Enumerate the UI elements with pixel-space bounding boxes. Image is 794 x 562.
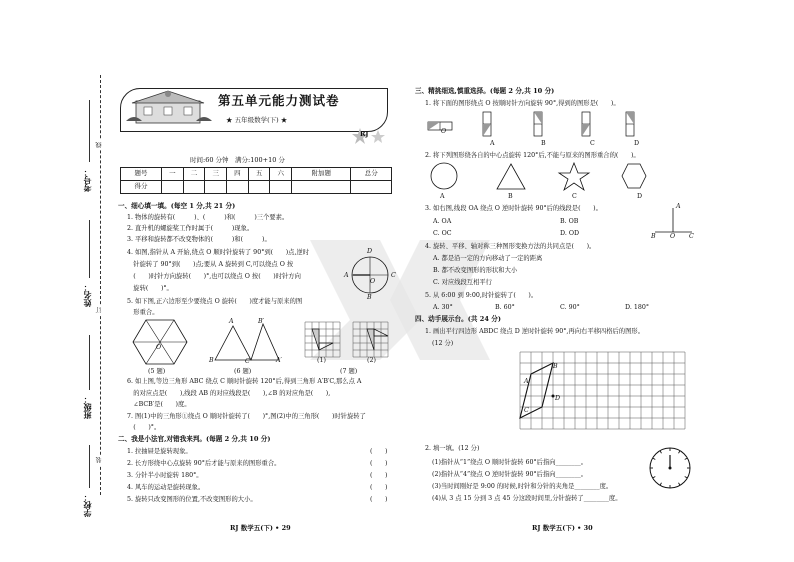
grid-label-2: (2) (367, 357, 376, 364)
q2-opt-c[interactable]: C (572, 193, 577, 200)
judge-answer[interactable]: ( ) (370, 496, 388, 503)
seal-text-seal: 装 (96, 457, 103, 463)
question-line: 5. 如下图,正六边形至少要绕点 O 旋转( )度才能与原来的图 (127, 298, 303, 305)
question-line: (12 分) (432, 340, 454, 347)
score-cell: 题号 (121, 168, 162, 181)
q1-opt-a[interactable]: A (490, 140, 495, 147)
judge-item: 3. 分针半小时旋转 180°。 (127, 472, 203, 479)
score-cell: 二 (183, 168, 205, 181)
seal-text-line: 线 (96, 142, 103, 148)
caption-5: (5 题) (148, 368, 166, 375)
section-4-title: 四、动手展示台。(共 24 分) (415, 315, 501, 323)
seal-text-bind: 订 (96, 307, 103, 313)
fig-label-b: B (367, 294, 372, 301)
fig-label-d: D (367, 248, 373, 255)
question-line: 旋转( )°。 (127, 285, 173, 292)
q2-opt-b[interactable]: B (508, 193, 513, 200)
score-input[interactable] (248, 181, 270, 194)
q2-shapes-figure (428, 162, 658, 192)
question-line: 2. 填一填。(12 分) (425, 445, 480, 452)
star-decoration (352, 128, 392, 144)
question-line: 2. 直升机的螺旋桨工作时属于( )现象。 (127, 225, 254, 232)
fill-line: (3)当时间刚好是 9:00 的时候,时针和分针的夹角是________度。 (432, 483, 613, 490)
score-input[interactable] (205, 181, 227, 194)
class-field[interactable] (89, 335, 90, 390)
caption-7: (7 题) (340, 368, 358, 375)
fig-label-o: O (370, 278, 376, 285)
score-cell: 得分 (121, 181, 162, 194)
question-line: 3. 平移和旋转都不改变物体的( )和( )。 (127, 236, 271, 243)
question-line: 4. 旋转、平移、轴对称三种图形变换方法的共同点是( )。 (425, 243, 596, 250)
q3-label-a: A (676, 203, 681, 210)
judge-answer[interactable]: ( ) (370, 460, 388, 467)
score-input[interactable] (270, 181, 292, 194)
binding-strip (0, 0, 105, 562)
tri-label-c: C (245, 358, 250, 365)
tri-label-ap: A′ (276, 357, 282, 364)
q3-label-c: C (689, 233, 694, 240)
judge-item: 2. 长方形绕中心点旋转 90°后才能与原来的图形重合。 (127, 460, 281, 467)
class-label: 班级： (82, 395, 92, 419)
edition-badge: RJ (360, 130, 369, 138)
grid-label-a: A (524, 378, 529, 385)
judge-item: 1. 拉抽屉是旋转现象。 (127, 448, 192, 455)
q1-opt-d[interactable]: D (634, 140, 640, 147)
q1-opt-b[interactable]: B (541, 140, 546, 147)
judge-answer[interactable]: ( ) (370, 472, 388, 479)
section-2-title: 二、我是小法官,对错我来判。(每题 2 分,共 10 分) (118, 435, 271, 443)
question-line: ( )时针方向旋转( )°,也可以绕点 O 按( )时针方向 (127, 273, 301, 280)
page-footer-right: RJ 数学五(下) • 30 (532, 524, 593, 532)
q5-opt-a[interactable]: A. 30° (433, 304, 453, 311)
tri-label-a: A (229, 318, 234, 325)
question-line: 7. 图(1)中的三角形①绕点 O 顺时针旋转了( )°,图(2)中的三角形( )时针旋转了 (127, 413, 366, 420)
school-illustration (124, 91, 214, 127)
question-line: 的对应点是( ),线段 AB 的对应线段是( ),∠B 的对应角是( ), (127, 390, 331, 397)
score-cell: 六 (270, 168, 292, 181)
q5-opt-b[interactable]: B. 60° (495, 304, 515, 311)
question-line: ∠BCB′是( )度。 (127, 401, 191, 408)
score-table-score-row (121, 181, 392, 194)
question-line: ( )°。 (127, 424, 161, 431)
circle-figure (345, 250, 395, 300)
score-input[interactable] (162, 181, 184, 194)
drawing-grid[interactable] (520, 352, 700, 436)
question-line: 1. 物体的旋转有( )、( )和( )三个要素。 (127, 214, 289, 221)
grid-label-1: (1) (317, 357, 326, 364)
question-line: 针旋转了 90°到( )点;要从 A 旋转到 C,可以绕点 O 按 (127, 261, 294, 268)
q3-label-b: B (651, 233, 656, 240)
question-line: 3. 如右图,线段 OA 绕点 O 逆时针旋转 90°后的线段是( )。 (425, 205, 602, 212)
fig-label-c: C (391, 272, 396, 279)
triangles-figure (205, 318, 285, 363)
q3-opt-a[interactable]: A. OA (433, 218, 452, 225)
question-line: 5. 从 6:00 到 9:00,时针旋转了( )。 (425, 292, 538, 299)
grid-label-b: B (553, 363, 558, 370)
name-field[interactable] (89, 220, 90, 278)
exam-no-label: 考号： (82, 168, 92, 192)
fill-line: (1)指针从“1”绕点 O 顺时针旋转 60°后指向________。 (432, 459, 588, 466)
exam-no-field[interactable] (89, 100, 90, 162)
score-input[interactable] (227, 181, 249, 194)
score-cell: 三 (205, 168, 227, 181)
section-3-title: 三、精挑细选,慎重选择。(每题 2 分,共 10 分) (415, 87, 555, 95)
rotation-grids-figure (305, 322, 395, 362)
q4-opt-c[interactable]: C. 对应线段互相平行 (433, 279, 492, 286)
fill-line: (2)指针从“4”绕点 O 逆时针旋转 90°后指向________。 (432, 471, 588, 478)
score-cell: 四 (227, 168, 249, 181)
watermark-logo (270, 200, 530, 400)
score-input[interactable] (351, 181, 392, 194)
score-input[interactable] (183, 181, 205, 194)
judge-answer[interactable]: ( ) (370, 484, 388, 491)
q5-opt-d[interactable]: D. 180° (625, 304, 649, 311)
q4-opt-a[interactable]: A. 都是沿一定的方向移动了一定的距离 (433, 255, 543, 262)
question-line: 2. 将下列图形绕各自的中心点旋转 120°后,不能与原来的图形重合的( )。 (425, 152, 640, 159)
grid-label-d: D (555, 395, 561, 402)
question-line: 形重合。 (127, 309, 159, 316)
judge-answer[interactable]: ( ) (370, 448, 388, 455)
tri-label-bp: B′ (258, 318, 265, 325)
q5-opt-c[interactable]: C. 90° (560, 304, 580, 311)
fill-line: (4)从 3 点 15 分到 3 点 45 分这段时间里,分针旋转了________度。 (432, 495, 622, 502)
tri-label-b: B (209, 357, 214, 364)
question-line: 1. 将下面的图形绕点 O 按顺时针方向旋转 90°,得到的图形是( )。 (425, 100, 620, 107)
q2-opt-a[interactable]: A (440, 193, 445, 200)
score-cell: 一 (162, 168, 184, 181)
name-label: 姓名： (82, 283, 92, 307)
exam-info: 时间:60 分钟 满分:100+10 分 (190, 156, 285, 164)
fig-label-a: A (344, 272, 349, 279)
q1-options-figure (428, 110, 648, 142)
q3-label-o: O (670, 233, 676, 240)
question-line: 4. 如图,指针从 A 开始,绕点 O 顺时针旋转了 90°到( )点,逆时 (127, 249, 310, 256)
q4-opt-b[interactable]: B. 都不改变图形的形状和大小 (433, 267, 518, 274)
caption-6: (6 题) (234, 368, 252, 375)
q2-opt-d[interactable]: D (637, 193, 643, 200)
section-1-title: 一、细心填一填。(每空 1 分,共 21 分) (118, 202, 236, 210)
score-cell: 附加题 (292, 168, 351, 181)
q3-opt-d[interactable]: D. OD (560, 230, 580, 237)
q1-opt-c[interactable]: C (590, 140, 595, 147)
hexagon-figure (132, 318, 188, 366)
score-cell: 五 (248, 168, 270, 181)
binding-line (100, 75, 101, 495)
score-table-header-row (121, 168, 392, 181)
question-line: 1. 画出平行四边形 ABDC 绕点 D 逆时针旋转 90°,再向右平移四格后的图形。 (425, 328, 644, 335)
score-cell: 总分 (351, 168, 392, 181)
page-title: 第五单元能力测试卷 (218, 93, 340, 108)
grid-label-c: C (524, 407, 529, 414)
hexagon-label-o: O (156, 344, 162, 351)
score-input[interactable] (292, 181, 351, 194)
q1-label-o: O (441, 128, 447, 135)
school-field[interactable] (89, 445, 90, 488)
q3-opt-b[interactable]: B. OB (560, 218, 579, 225)
judge-item: 4. 风车的运动是旋转现象。 (127, 484, 205, 491)
page-subtitle: ★ 五年级数学(下) ★ (226, 116, 288, 124)
q3-opt-c[interactable]: C. OC (433, 230, 452, 237)
school-label: 学校： (82, 493, 92, 517)
judge-item: 5. 旋转只改变图形的位置,不改变图形的大小。 (127, 496, 257, 503)
question-line: 6. 如上图,等边三角形 ABC 绕点 C 顺时针旋转 120°后,得到三角形 A′B′C,那么点 A (127, 378, 362, 385)
clock-figure (648, 446, 692, 490)
page-footer-left: RJ 数学五(下) • 29 (230, 524, 291, 532)
score-table (120, 167, 392, 194)
